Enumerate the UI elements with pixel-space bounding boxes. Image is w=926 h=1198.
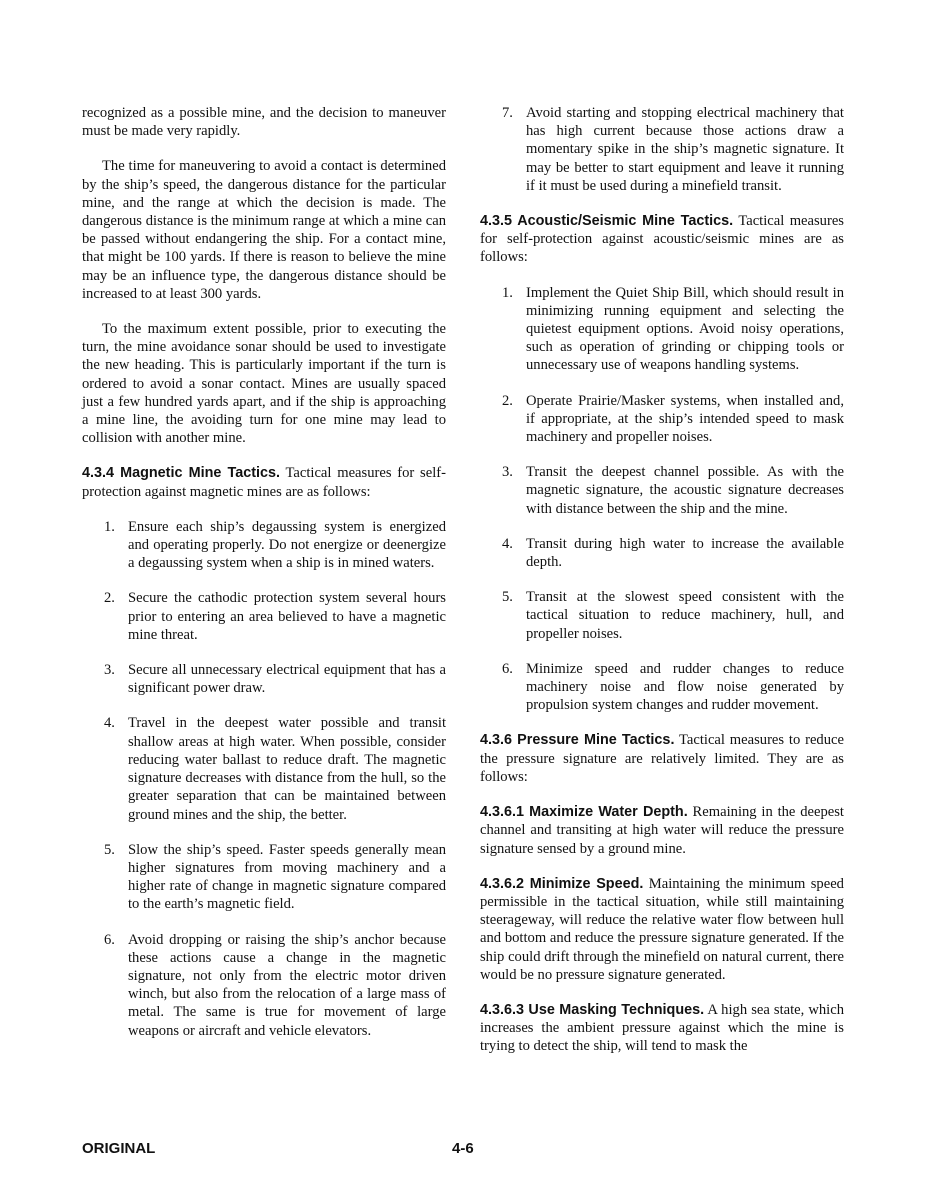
right-column [480, 104, 844, 1056]
section-text: A high sea state, which increases the ambient pressure against which the mine is trying to detect the ship, will tend to mask the [480, 1001, 845, 1055]
section-intro: Tactical measures to reduce the pressure signature are relatively limited. They are as follows: [480, 732, 844, 785]
list-item [480, 535, 844, 571]
list-item-text: Implement the Quiet Ship Bill, which should result in minimizing running equipment and selecting the quietest equipment options. Avoid noisy operations, such as operation of grinding or chipping tools or unnecessary use of weapons handling systems. [526, 284, 844, 374]
list-item [82, 589, 446, 644]
left-column [82, 104, 446, 1040]
list-item-number: 2. [502, 392, 513, 409]
list-item [82, 841, 446, 914]
list-item-text: Operate Prairie/Masker systems, when installed and, if appropriate, at the ship’s intended speed to mask machinery and propeller noises. [526, 392, 844, 446]
section-intro: Tactical measures for self-protection against magnetic mines are as follows: [82, 465, 446, 500]
section-4-3-6 [480, 731, 844, 786]
list-item [82, 714, 446, 823]
list-item-number: 5. [104, 841, 115, 858]
list-item-text: Slow the ship’s speed. Faster speeds generally mean higher signatures from moving machinery and a higher rate of change in magnetic signature compared to the earth’s magnetic field. [128, 841, 446, 913]
section-text: Remaining in the deepest channel and transiting at high water will reduce the pressure signature sensed by a ground mine. [480, 804, 844, 857]
list-item-text: Secure all unnecessary electrical equipment that has a significant power draw. [128, 662, 446, 697]
list-item-number: 4. [104, 715, 115, 732]
list-item [82, 518, 446, 573]
list-item [480, 104, 844, 195]
list-item [82, 661, 446, 697]
section-heading: 4.3.6.2 Minimize Speed. [480, 875, 644, 892]
list-item-text: Minimize speed and rudder changes to reduce machinery noise and flow noise generated by propulsion system changes and rudder movement. [526, 660, 844, 714]
list-item-number: 6. [502, 660, 513, 677]
section-heading: 4.3.6.3 Use Masking Techniques. [480, 1001, 705, 1018]
list-item-number: 1. [104, 518, 115, 535]
list-item-number: 1. [502, 284, 513, 301]
section-4-3-5 [480, 212, 844, 267]
mine-avoidance-sonar-paragraph: To the maximum extent possible, prior to executing the turn, the mine avoidance sonar should be used to investigate the new heading. This is particularly important if the turn is ordered to avoid a sonar contact. Mines are usually spaced just a few hundred yards apart, and if the ship is approaching a mine line, the avoiding turn for one mine may lead to collision with another mine. [82, 321, 446, 447]
list-item-text: Secure the cathodic protection system several hours prior to entering an area believed to have a magnetic mine threat. [128, 590, 446, 643]
list-item-text: Travel in the deepest water possible and transit shallow areas at high water. When possible, consider reducing water ballast to reduce draft. The magnetic signature decreases with distance from the hull, so the greater separation that can be maintained between ground mines and the ship, the better. [128, 715, 446, 823]
page-number: 4-6 [452, 1140, 474, 1157]
continuation-paragraph: recognized as a possible mine, and the decision to maneuver must be made very rapidly. [82, 105, 446, 140]
section-intro: Tactical measures for self-protection against acoustic/seismic mines are as follows: [480, 213, 844, 266]
list-item-number: 6. [104, 931, 115, 948]
list-item [480, 588, 844, 643]
list-item [82, 931, 446, 1040]
list-item-number: 3. [502, 464, 513, 481]
section-4-3-6-2 [480, 875, 844, 984]
list-item-number: 5. [502, 589, 513, 606]
list-item-text: Transit at the slowest speed consistent with the tactical situation to reduce machinery, hull, and propeller noises. [526, 589, 844, 642]
list-item [480, 463, 844, 518]
magnetic-tactics-list-continued [480, 104, 844, 195]
footer-original-label: ORIGINAL [82, 1140, 156, 1157]
section-heading: 4.3.6 Pressure Mine Tactics. [480, 732, 675, 749]
section-heading: 4.3.6.1 Maximize Water Depth. [480, 804, 688, 821]
list-item-text: Transit the deepest channel possible. As with the magnetic signature, the acoustic signature decreases with distance between the ship and the mine. [526, 464, 844, 517]
section-heading: 4.3.4 Magnetic Mine Tactics. [82, 465, 280, 482]
list-item [480, 392, 844, 447]
list-item-number: 7. [502, 105, 513, 121]
list-item-text: Ensure each ship’s degaussing system is energized and operating properly. Do not energize or deenergize a degaussing system when a ship is in mined waters. [128, 518, 446, 572]
maneuver-time-paragraph: The time for maneuvering to avoid a contact is determined by the ship’s speed, the dangerous distance for the particular mine, and the range at which the decision is made. The dangerous distance is the minimum range at which a mine can be passed without endangering the ship. For a contact mine, that might be 100 yards. If there is reason to believe the mine may be an influence type, the dangerous distance should be increased to at least 300 yards. [82, 158, 446, 302]
section-4-3-6-1 [480, 803, 844, 858]
section-4-3-4 [82, 464, 446, 500]
acoustic-tactics-list [480, 284, 844, 715]
list-item-text: Avoid dropping or raising the ship’s anchor because these actions cause a change in the magnetic signature, not only from the electric motor driven winch, but also from the relocation of a large mass of metal. The same is true for movement of large weapons or aircraft and vehicle elevators. [128, 931, 446, 1039]
list-item-number: 2. [104, 590, 115, 607]
list-item-number: 4. [502, 535, 513, 552]
list-item-text: Transit during high water to increase the available depth. [526, 535, 844, 571]
list-item [480, 660, 844, 715]
list-item-number: 3. [104, 662, 115, 679]
list-item [480, 284, 844, 375]
section-heading: 4.3.5 Acoustic/Seismic Mine Tactics. [480, 213, 734, 230]
magnetic-tactics-list [82, 518, 446, 1040]
list-item-text: Avoid starting and stopping electrical machinery that has high current because those actions draw a momentary spike in the ship’s magnetic signature. It may be better to start equipment and leave it running if it must be used during a minefield transit. [526, 105, 844, 194]
section-text: Maintaining the minimum speed permissible in the tactical situation, while still maintaining steerageway, will reduce the relative water flow between hull and bottom and reduce the pressure signature generated. If the ship could drift through the minefield on natural current, there would be no pressure signature generated. [480, 875, 844, 983]
section-4-3-6-3 [480, 1001, 844, 1056]
